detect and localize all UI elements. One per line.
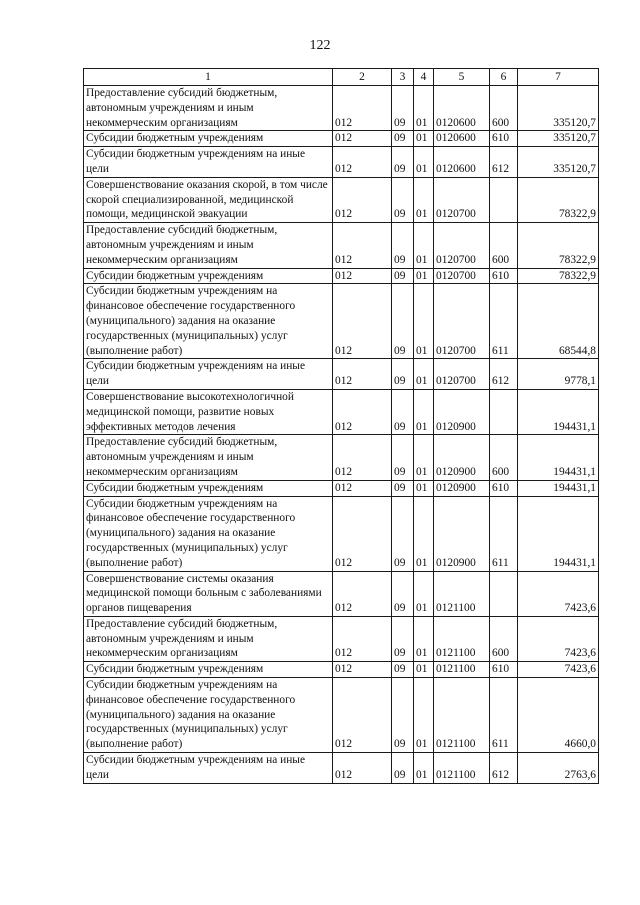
row-ministry-code-cell: 012 — [333, 616, 392, 661]
row-target-article-cell: 0120900 — [434, 480, 490, 496]
row-ministry-code-cell: 012 — [333, 268, 392, 284]
row-ministry-code-cell: 012 — [333, 359, 392, 390]
row-amount-cell: 335120,7 — [518, 131, 599, 147]
row-amount-cell: 7423,6 — [518, 571, 599, 616]
row-target-article-cell: 0120700 — [434, 268, 490, 284]
row-name-cell: Совершенствование системы оказания медицинской помощи больным с заболеваниями органов пищеварения — [84, 571, 333, 616]
row-ministry-code-cell: 012 — [333, 435, 392, 480]
row-name-cell: Субсидии бюджетным учреждениям на финансовое обеспечение государственного (муниципального) задания на оказание государственных (муниципальных) услуг (выполнение работ) — [84, 496, 333, 571]
row-subsection-cell: 01 — [414, 147, 434, 178]
row-expense-type-cell: 600 — [490, 435, 518, 480]
row-name-cell: Предоставление субсидий бюджетным, автономным учреждениям и иным некоммерческим организациям — [84, 435, 333, 480]
row-section-cell: 09 — [392, 496, 414, 571]
row-section-cell: 09 — [392, 435, 414, 480]
row-section-cell: 09 — [392, 131, 414, 147]
row-name-cell: Субсидии бюджетным учреждениям — [84, 480, 333, 496]
row-amount-cell: 335120,7 — [518, 86, 599, 131]
table-row — [84, 616, 599, 661]
row-target-article-cell: 0120600 — [434, 86, 490, 131]
row-subsection-cell: 01 — [414, 86, 434, 131]
row-target-article-cell: 0121100 — [434, 616, 490, 661]
row-name-cell: Субсидии бюджетным учреждениям — [84, 662, 333, 678]
row-target-article-cell: 0120900 — [434, 389, 490, 434]
row-ministry-code-cell: 012 — [333, 223, 392, 268]
row-target-article-cell: 0121100 — [434, 662, 490, 678]
row-section-cell: 09 — [392, 268, 414, 284]
row-expense-type-cell: 610 — [490, 662, 518, 678]
row-expense-type-cell: 600 — [490, 86, 518, 131]
header-col-1: 1 — [84, 69, 333, 86]
row-expense-type-cell: 611 — [490, 284, 518, 359]
row-section-cell: 09 — [392, 284, 414, 359]
row-name-cell: Субсидии бюджетным учреждениям на иные цели — [84, 359, 333, 390]
header-col-7: 7 — [518, 69, 599, 86]
row-ministry-code-cell: 012 — [333, 753, 392, 784]
row-target-article-cell: 0121100 — [434, 753, 490, 784]
header-col-3: 3 — [392, 69, 414, 86]
row-amount-cell: 9778,1 — [518, 359, 599, 390]
table-body — [84, 86, 599, 784]
row-target-article-cell: 0120900 — [434, 435, 490, 480]
row-name-cell: Субсидии бюджетным учреждениям — [84, 268, 333, 284]
row-amount-cell: 78322,9 — [518, 177, 599, 222]
row-expense-type-cell — [490, 177, 518, 222]
header-col-5: 5 — [434, 69, 490, 86]
row-expense-type-cell: 610 — [490, 131, 518, 147]
row-ministry-code-cell: 012 — [333, 662, 392, 678]
row-ministry-code-cell: 012 — [333, 496, 392, 571]
row-ministry-code-cell: 012 — [333, 480, 392, 496]
row-ministry-code-cell: 012 — [333, 147, 392, 178]
table-row — [84, 359, 599, 390]
row-expense-type-cell: 611 — [490, 678, 518, 753]
row-name-cell: Совершенствование высокотехнологичной медицинской помощи, развитие новых эффективных методов лечения — [84, 389, 333, 434]
row-expense-type-cell: 600 — [490, 616, 518, 661]
row-subsection-cell: 01 — [414, 389, 434, 434]
row-amount-cell: 194431,1 — [518, 496, 599, 571]
row-name-cell: Предоставление субсидий бюджетным, автономным учреждениям и иным некоммерческим организациям — [84, 616, 333, 661]
page-number: 122 — [309, 38, 331, 53]
row-amount-cell: 7423,6 — [518, 662, 599, 678]
header-col-2: 2 — [333, 69, 392, 86]
row-target-article-cell: 0120600 — [434, 131, 490, 147]
row-amount-cell: 194431,1 — [518, 435, 599, 480]
row-amount-cell: 194431,1 — [518, 480, 599, 496]
row-section-cell: 09 — [392, 86, 414, 131]
table-row — [84, 284, 599, 359]
table-row — [84, 678, 599, 753]
row-expense-type-cell: 600 — [490, 223, 518, 268]
row-name-cell: Субсидии бюджетным учреждениям на иные цели — [84, 753, 333, 784]
row-ministry-code-cell: 012 — [333, 571, 392, 616]
table-row — [84, 480, 599, 496]
row-subsection-cell: 01 — [414, 571, 434, 616]
row-subsection-cell: 01 — [414, 616, 434, 661]
row-amount-cell: 78322,9 — [518, 223, 599, 268]
table-row — [84, 223, 599, 268]
row-section-cell: 09 — [392, 147, 414, 178]
row-name-cell: Субсидии бюджетным учреждениям на иные цели — [84, 147, 333, 178]
table-row — [84, 662, 599, 678]
row-expense-type-cell: 612 — [490, 359, 518, 390]
row-target-article-cell: 0120700 — [434, 284, 490, 359]
row-name-cell: Субсидии бюджетным учреждениям — [84, 131, 333, 147]
row-section-cell: 09 — [392, 177, 414, 222]
table-row — [84, 177, 599, 222]
row-ministry-code-cell: 012 — [333, 177, 392, 222]
row-subsection-cell: 01 — [414, 223, 434, 268]
row-subsection-cell: 01 — [414, 480, 434, 496]
row-name-cell: Субсидии бюджетным учреждениям на финансовое обеспечение государственного (муниципального) задания на оказание государственных (муниципальных) услуг (выполнение работ) — [84, 284, 333, 359]
row-subsection-cell: 01 — [414, 662, 434, 678]
row-section-cell: 09 — [392, 480, 414, 496]
row-subsection-cell: 01 — [414, 753, 434, 784]
row-section-cell: 09 — [392, 678, 414, 753]
row-name-cell: Субсидии бюджетным учреждениям на финансовое обеспечение государственного (муниципального) задания на оказание государственных (муниципальных) услуг (выполнение работ) — [84, 678, 333, 753]
table-row — [84, 268, 599, 284]
row-target-article-cell: 0120700 — [434, 177, 490, 222]
row-ministry-code-cell: 012 — [333, 389, 392, 434]
row-ministry-code-cell: 012 — [333, 131, 392, 147]
budget-table — [83, 68, 599, 784]
row-ministry-code-cell: 012 — [333, 284, 392, 359]
header-col-4: 4 — [414, 69, 434, 86]
row-target-article-cell: 0121100 — [434, 571, 490, 616]
row-subsection-cell: 01 — [414, 268, 434, 284]
row-section-cell: 09 — [392, 662, 414, 678]
row-section-cell: 09 — [392, 359, 414, 390]
row-ministry-code-cell: 012 — [333, 678, 392, 753]
row-section-cell: 09 — [392, 616, 414, 661]
row-name-cell: Предоставление субсидий бюджетным, автономным учреждениям и иным некоммерческим организациям — [84, 86, 333, 131]
header-col-6: 6 — [490, 69, 518, 86]
row-name-cell: Предоставление субсидий бюджетным, автономным учреждениям и иным некоммерческим организациям — [84, 223, 333, 268]
row-section-cell: 09 — [392, 571, 414, 616]
row-subsection-cell: 01 — [414, 435, 434, 480]
table-row — [84, 571, 599, 616]
row-subsection-cell: 01 — [414, 131, 434, 147]
row-expense-type-cell — [490, 571, 518, 616]
row-ministry-code-cell: 012 — [333, 86, 392, 131]
row-expense-type-cell: 612 — [490, 753, 518, 784]
row-target-article-cell: 0120600 — [434, 147, 490, 178]
row-amount-cell: 7423,6 — [518, 616, 599, 661]
row-expense-type-cell: 610 — [490, 268, 518, 284]
table-row — [84, 496, 599, 571]
row-amount-cell: 335120,7 — [518, 147, 599, 178]
table-row — [84, 435, 599, 480]
row-target-article-cell: 0120700 — [434, 359, 490, 390]
row-expense-type-cell: 612 — [490, 147, 518, 178]
row-section-cell: 09 — [392, 753, 414, 784]
table-row — [84, 131, 599, 147]
row-amount-cell: 194431,1 — [518, 389, 599, 434]
row-amount-cell: 2763,6 — [518, 753, 599, 784]
table-row — [84, 86, 599, 131]
row-subsection-cell: 01 — [414, 496, 434, 571]
row-expense-type-cell: 611 — [490, 496, 518, 571]
row-target-article-cell: 0121100 — [434, 678, 490, 753]
row-expense-type-cell: 610 — [490, 480, 518, 496]
row-name-cell: Совершенствование оказания скорой, в том числе скорой специализированной, медицинской помощи, медицинской эвакуации — [84, 177, 333, 222]
header-row — [84, 69, 599, 86]
row-section-cell: 09 — [392, 389, 414, 434]
row-subsection-cell: 01 — [414, 359, 434, 390]
row-target-article-cell: 0120900 — [434, 496, 490, 571]
table-row — [84, 147, 599, 178]
row-amount-cell: 4660,0 — [518, 678, 599, 753]
row-section-cell: 09 — [392, 223, 414, 268]
row-expense-type-cell — [490, 389, 518, 434]
row-subsection-cell: 01 — [414, 177, 434, 222]
table-row — [84, 389, 599, 434]
row-subsection-cell: 01 — [414, 284, 434, 359]
row-target-article-cell: 0120700 — [434, 223, 490, 268]
row-subsection-cell: 01 — [414, 678, 434, 753]
row-amount-cell: 78322,9 — [518, 268, 599, 284]
table-row — [84, 753, 599, 784]
row-amount-cell: 68544,8 — [518, 284, 599, 359]
